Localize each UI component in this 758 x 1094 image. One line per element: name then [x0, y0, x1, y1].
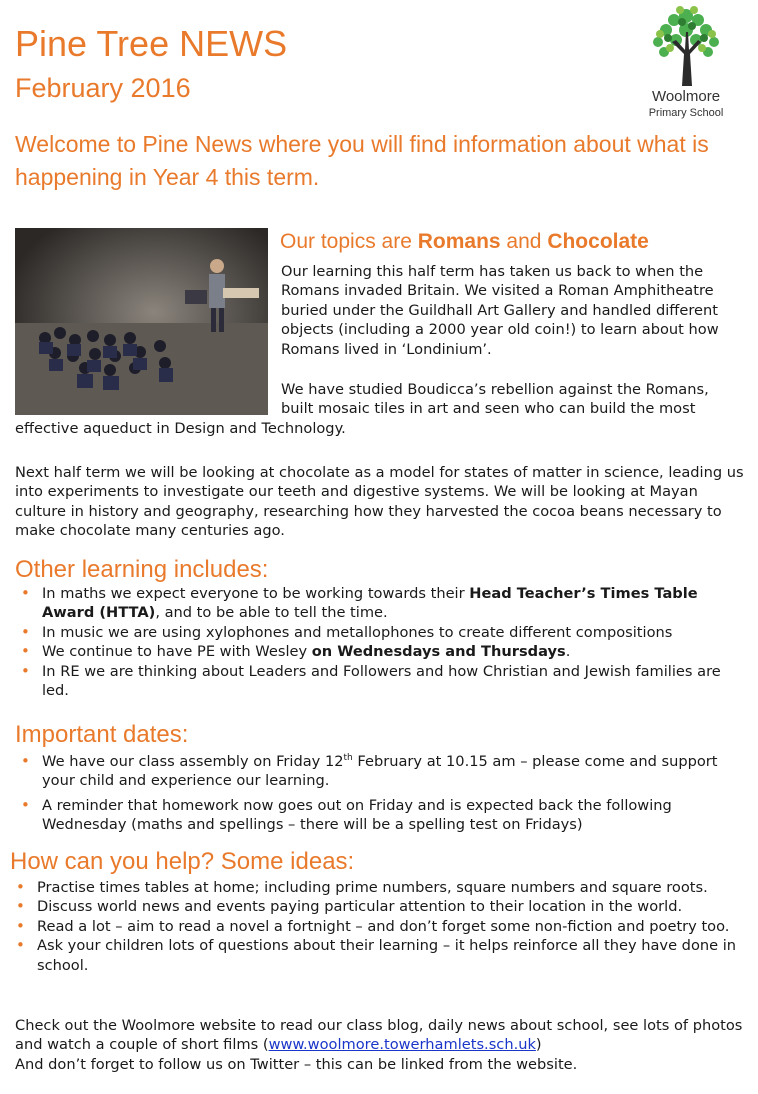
topics-heading-pre: Our topics are: [280, 230, 418, 253]
footer-line-1: Check out the Woolmore website to read our class blog, daily news about school, see lots of photos and watch a couple of short films (: [15, 1017, 743, 1054]
item-bold: on Wednesdays and Thursdays: [311, 643, 566, 661]
other-learning-heading: Other learning includes:: [15, 556, 269, 583]
item-text: , and to be able to tell the time.: [155, 604, 388, 622]
ordinal-suffix: th: [343, 753, 353, 764]
footer-text: [15, 1016, 745, 1074]
topics-paragraph-3: Next half term we will be looking at chocolate as a model for states of matter in science, leading us into experiments to investigate our teeth and digestive systems. We will be looking at Mayan culture in history and geography, researching how they harvested the cocoa beans necessary to make chocolate many centuries ago.: [15, 464, 744, 540]
topics-heading-mid: and: [500, 230, 548, 253]
list-item: [15, 642, 745, 661]
topics-paragraph-1: Our learning this half term has taken us back to when the Romans invaded Britain. We visited a Roman Amphitheatre buried under the Guildhall Art Gallery and handled different objects (including a 2000 year old coin!) to learn about how Romans lived in ‘Londinium’.: [281, 263, 719, 358]
list-item: • Practise times tables at home; including prime numbers, square numbers and square roots.: [10, 878, 740, 897]
website-link[interactable]: www.woolmore.towerhamlets.sch.uk: [268, 1036, 536, 1054]
topics-paragraph-2: We have studied Boudicca’s rebellion against the Romans, built mosaic tiles in art and seen who can build the most: [281, 381, 709, 418]
school-logo: [626, 2, 746, 122]
important-dates-heading: Important dates:: [15, 721, 189, 748]
list-item: • In music we are using xylophones and metallophones to create different compositions: [15, 623, 745, 642]
list-item: • Discuss world news and events paying particular attention to their location in the world.: [10, 897, 740, 916]
school-subtitle: Primary School: [648, 107, 724, 119]
item-text: We continue to have PE with Wesley: [42, 643, 312, 661]
list-item: [15, 584, 745, 623]
topics-paragraph-2-continued: effective aqueduct in Design and Technology.: [15, 420, 346, 437]
topic-romans: Romans: [417, 230, 501, 253]
item-text: February at 10.15 am – please come and support your child and experience our learning.: [42, 753, 718, 790]
help-ideas-list: [10, 878, 740, 975]
welcome-text: Welcome to Pine News where you will find information about what is happening in Year 4 this term.: [15, 131, 709, 190]
item-bold: Head Teacher’s Times Table Award (HTTA): [42, 585, 698, 622]
footer-line-1-end: ): [535, 1036, 542, 1054]
item-text: .: [565, 643, 571, 661]
item-text: In maths we expect everyone to be working towards their: [42, 585, 470, 602]
help-heading: How can you help? Some ideas:: [10, 848, 355, 875]
list-item: • Ask your children lots of questions about their learning – it helps reinforce all they have done in school.: [10, 936, 740, 975]
school-name: Woolmore: [651, 88, 721, 105]
list-item: • A reminder that homework now goes out on Friday and is expected back the following Wednesday (maths and spellings – there will be a spelling test on Fridays): [15, 796, 735, 835]
newsletter-title: Pine Tree NEWS: [15, 23, 288, 64]
list-item: • In RE we are thinking about Leaders and Followers and how Christian and Jewish families are led.: [15, 662, 745, 701]
other-learning-list: [15, 584, 745, 700]
newsletter-date: February 2016: [15, 73, 191, 103]
list-item: [15, 752, 735, 791]
tree-logo-icon: [638, 2, 734, 88]
list-item: • Read a lot – aim to read a novel a fortnight – and don’t forget some non-fiction and poetry too.: [10, 917, 740, 936]
item-text: We have our class assembly on Friday 12: [42, 753, 344, 770]
topic-chocolate: Chocolate: [547, 230, 649, 253]
classroom-photo: [15, 228, 268, 415]
footer-line-2: And don’t forget to follow us on Twitter – this can be linked from the website.: [15, 1055, 578, 1073]
topics-heading: [280, 228, 649, 256]
important-dates-list: [15, 752, 735, 840]
